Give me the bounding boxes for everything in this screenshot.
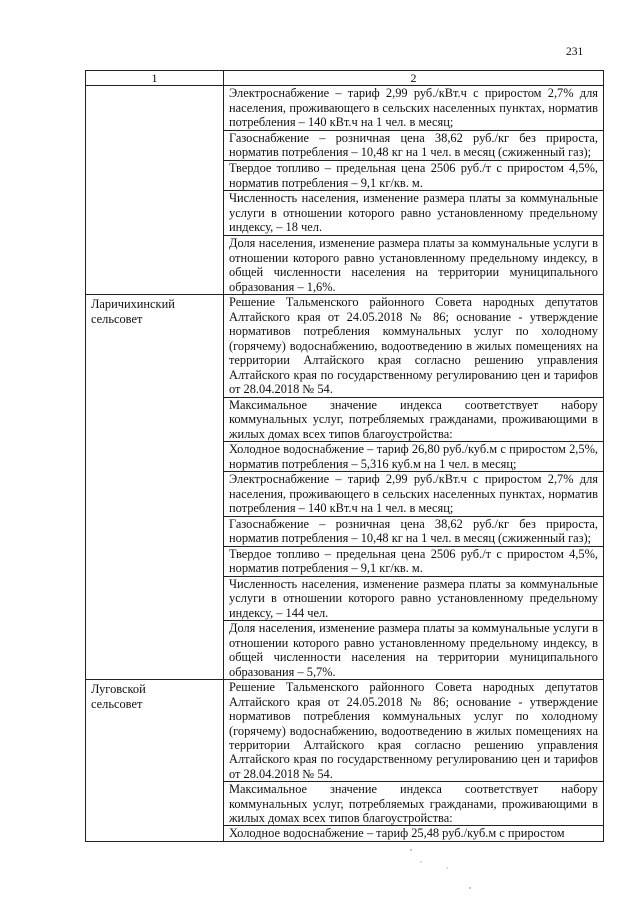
scan-speck [446, 867, 447, 868]
paragraph: Доля населения, изменение размера платы за коммунальные услуги в отношении которого равно установленному предельному индексу, в общей численности населения на территории муниципального образования – 1,6%. [229, 235, 598, 294]
paragraph: Максимальное значение индекса соответствует набору коммунальных услуг, потребляемых гражданами, проживающими в жилых домах всех типов благоустройства: [224, 782, 603, 826]
municipality-name: Ларичихинский [91, 297, 175, 312]
paragraph: Электроснабжение – тариф 2,99 руб./кВт.ч с приростом 2,7% для населения, проживающего в сельских населенных пунктах, норматив потребления – 140 кВт.ч на 1 чел. в месяц; [224, 86, 603, 131]
paragraph: Численность населения, изменение размера платы за коммунальные услуги в отношении которого равно установленному предельному индексу, – 18 чел. [224, 191, 603, 236]
paragraph: Твердое топливо – предельная цена 2506 руб./т с приростом 4,5%, норматив потребления – 9,1 кг/кв. м. [224, 547, 603, 577]
municipality-name: Луговской [91, 682, 146, 697]
page-number: 231 [566, 46, 584, 58]
paragraph: Электроснабжение – тариф 2,99 руб./кВт.ч с приростом 2,7% для населения, проживающего в сельских населенных пунктах, норматив потребления – 140 кВт.ч на 1 чел. в месяц; [224, 472, 603, 517]
paragraph: Решение Тальменского районного Совета народных депутатов Алтайского края от 24.05.2018 № 86; основание - утверждение нормативов потребления коммунальных услуг по холодному (горячему) водоснабжению, водоотведению в жилых помещениях на территории Алтайского края согласно решению управления Алтайского края по государственному регулированию цен и тарифов от 28.04.2018 № 54. [224, 680, 603, 782]
paragraph: Численность населения, изменение размера платы за коммунальные услуги в отношении которого равно установленному предельному индексу, – 144 чел. [224, 577, 603, 622]
paragraph: Холодное водоснабжение – тариф 25,48 руб./куб.м с приростом [229, 826, 565, 841]
municipality-type: сельсовет [91, 311, 143, 326]
column-header-2: 2 [224, 71, 604, 86]
paragraph: Газоснабжение – розничная цена 38,62 руб./кг без прироста, норматив потребления – 10,48 кг на 1 чел. в месяц (сжиженный газ); [224, 131, 603, 161]
paragraph: Максимальное значение индекса соответствует набору коммунальных услуг, потребляемых гражданами, проживающими в жилых домах всех типов благоустройства: [224, 398, 603, 443]
paragraph: Доля населения, изменение размера платы за коммунальные услуги в отношении которого равно установленному предельному индексу, в общей численности населения на территории муниципального образования – 5,7%. [229, 621, 598, 679]
scan-speck [469, 887, 470, 888]
municipality-type: сельсовет [91, 696, 143, 711]
paragraph: Твердое топливо – предельная цена 2506 руб./т с приростом 4,5%, норматив потребления – 9,1 кг/кв. м. [224, 161, 603, 191]
paragraph: Холодное водоснабжение – тариф 26,80 руб./куб.м с приростом 2,5%, норматив потребления – 5,316 куб.м на 1 чел. в месяц; [224, 442, 603, 472]
scan-speck [410, 849, 411, 850]
paragraph: Решение Тальменского районного Совета народных депутатов Алтайского края от 24.05.2018 № 86; основание - утверждение нормативов потребления коммунальных услуг по холодному (горячему) водоснабжению, водоотведению в жилых помещениях на территории Алтайского края согласно решению управления Алтайского края по государственному регулированию цен и тарифов от 28.04.2018 № 54. [224, 295, 603, 398]
scan-speck [420, 861, 421, 862]
column-header-1: 1 [86, 71, 224, 86]
paragraph: Газоснабжение – розничная цена 38,62 руб./кг без прироста, норматив потребления – 10,48 кг на 1 чел. в месяц (сжиженный газ); [224, 517, 603, 547]
